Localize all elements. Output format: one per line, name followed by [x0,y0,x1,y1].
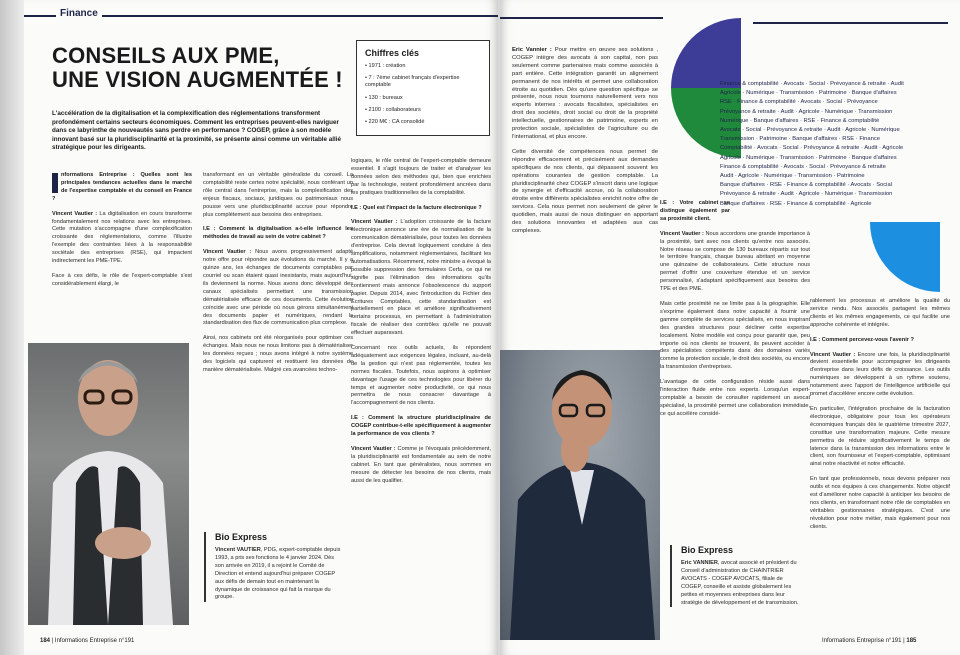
column-1 [512,47,658,243]
key-figure: • 2100 : collaborateurs [365,106,421,113]
paragraph: Ainsi, nos cabinets ont été réorganisés pour optimiser ces échanges. Mais nous ne nous limitons pas à dématérialiser les données reçues ; nous avons intégré à notre système des logiciels qui capturent et restituent les données de manière dématérialisée. Malgré ces avancées techno- [203,335,353,373]
portrait-eric-vannier [500,350,660,640]
page-footer-right: Informations Entreprise n°191 | 185 [822,638,917,644]
bio-text: Eric VANNIER, avocat associé et président du Conseil d'administration de CHAINTRIER AVOCATS - COGEP AVOCATS, filiale de COGEP, conseille et assiste globalement les petites et moyennes entreprises dans leur stratégie de développement et de transmission. [681,560,799,606]
column-2 [203,172,353,382]
paragraph: transformant en un véritable généraliste du conseil. La comptabilité reste certes notre spécialité, nous conférant un rôle central dans l'entreprise, mais la complexification des enjeux fiscaux, sociaux, juridiques ou patrimoniaux nous pousse vers une pluridisciplinarité accrue pour répondre plus complètement aux besoins des entreprises. [203,172,353,218]
title-line-1: CONSEILS AUX PME, [52,43,280,68]
left-margin [0,0,24,655]
question-3: I.E : Quel est l'impact de la facture électronique ? [351,204,482,211]
page-185 [500,0,960,655]
header-rule [753,22,948,24]
bio-title: Bio Express [681,545,734,555]
bio-express-vannier [670,545,800,607]
portrait-illustration [28,343,189,625]
bio-text: Vincent VAUTIER, PDG, expert-comptable depuis 1993, a pris ses fonctions le 4 janvier 2024. Dès son arrivée en 2019, il a rejoint le Comité de Direction et entend aujourd'hui préparer COGEP aux défis de demain tout en maintenant la dynamique de croissance qui fait la marque du groupe. [215,547,341,601]
column-2 [660,200,810,426]
bio-express-vautier [204,532,342,602]
key-figure: • 7 : 7ème cabinet français d'expertise comptable [365,75,460,89]
article-title [52,44,372,92]
answer-4: Vincent Vautier : Comme je l'évoquais précédemment, la pluridisciplinarité est fondamentale au sein de notre cabinet. En tant que généralistes, nous sommes en mesure de détecter les besoins de nos clients, mais aussi de les qualifier. [351,446,491,484]
paragraph: En tant que professionnels, nous devons préparer nos outils et nos équipes à ces changements. Notre objectif est d'améliorer notre capacité à anticiper les besoins de nos clients, en transformant notre rôle de comptables en véritables gestionnaires stratégiques. C'est une révolution pour notre métier, mais également pour nos clients. [810,476,950,530]
answer-2: Vincent Vautier : Nous avons progressivement adapté notre offre pour répondre aux évolutions du marché. Il y a quinze ans, les échanges de documents comptables par courriel ou scan étaient quasi inexistants, mais aujourd'hui, ils deviennent la norme. Nous avons donc développé des canaux spécialisés permettant une transmission dématérialisée efficace de ces documents. Cette évolution coïncide avec une période où nous gérons simultanément des documents papier et numériques, rendant la standardisation des flux de communication plus complexe. [203,249,353,327]
question-2: I.E : Comment la digitalisation a-t-elle influencé les méthodes de travail au sein de votre cabinet ? [203,226,353,241]
column-3 [810,298,950,539]
paragraph: Face à ces défis, le rôle de l'expert-comptable s'est considérablement élargi, le [52,272,192,287]
page-footer-left: 184 | Informations Entreprise n°191 [40,638,135,644]
key-figures-box [356,40,490,136]
bio-title: Bio Express [215,532,268,542]
question-4: I.E : Comment la structure pluridisciplinaire de COGEP contribue-t-elle spécifiquement à augmenter la performance de vos clients ? [351,415,491,438]
lead-paragraph: L'accélération de la digitalisation et la complexification des réglementations transforment profondément certains secteurs économiques. Comment les entreprises peuvent-elles naviguer dans ce labyrinthe de nouveautés sans perdre en performance ? COGEP, grâce à son modèle innovant basé sur la pluridisciplinarité et la proximité, se présente ainsi comme un véritable allié stratégique pour les dirigeants. [52,110,342,152]
portrait-vincent-vautier [28,343,189,625]
column-3 [351,158,491,493]
portrait-illustration [500,350,660,640]
key-figure: • 220 M€ : CA consolidé [365,119,425,126]
page-184 [24,0,498,655]
page-number: 184 [40,638,51,644]
drop-cap [52,173,58,193]
key-figure: • 130 : bureaux [365,94,403,101]
question-1: nformations Entreprise : Quelles sont les principales tendances actuelles dans le marché de l'expertise comptable et du conseil en France ? [52,172,192,202]
key-figure: • 1971 : création [365,63,406,69]
paragraph: Mais cette proximité ne se limite pas à la géographie. Elle s'exprime également dans notre capacité à fournir une gamme complète de services spécialisés, en nous inspirant des grandes structures pour décliner cette expertise localement. Notre modèle est conçu pour garantir que, peu importe où nos clients se trouvent, ils peuvent accéder à des spécialistes compétents dans des domaines variés comme la protection sociale, le droit des sociétés, ou encore la transmission d'entreprises. [660,300,810,371]
question: I.E : Votre cabinet se distingue également par sa proximité client. [660,200,730,222]
answer-vannier: Eric Vannier : Pour mettre en œuvre ses solutions , COGEP intègre des avocats à son capital, non pas seulement comme partenaires mais comme associés à part entière. Cette intégration garantit un alignement permanent de nos intérêts et permet une collaboration étroite au quotidien. Dès qu'une question spécifique se présente, nous nous tournons naturellement vers nos experts internes : avocats fiscalistes, spécialistes en droit des sociétés, droit social ou droit de la propriété intellectuelle, gestionnaires de patrimoine, experts en protection sociale, spécialistes de l'agriculture ou de l'international, et plus encore. [512,47,658,140]
answer-1: Vincent Vautier : La digitalisation en cours transforme fondamentalement nos relations avec les entreprises. Cette mutation s'accompagne d'une complexification croissante des réglementations, comme l'illustre l'exemple des contraintes liées à la responsabilité sociétale des entreprises (RSE), qui impactent indirectement les PME-TPE. [52,210,192,265]
paragraph: L'avantage de cette configuration réside aussi dans l'interaction fluide entre nos experts. Lorsqu'un expert-comptable a besoin de consulter rapidement un avocat spécialisé, la proximité permet une collaboration immédiate, ce qui accélère considé- [660,379,810,417]
section-label: Finance [56,8,102,19]
paragraph: En particulier, l'intégration prochaine de la facturation électronique, obligatoire pour tous les opérateurs économiques français dès le quatrième trimestre 2027, constitue une transformation majeure. Cette mesure permettra de réduire significativement le temps de latence dans la transmission des informations entre le client, son fournisseur et l'expert-comptable, optimisant ainsi notre réactivité et notre efficacité. [810,405,950,468]
services-tag-cloud: Finance & comptabilité · Avocats · Social · Prévoyance & retraite · Audit Agricole · Numérique · Transmission · Patrimoine · Banque d'affaires RSE · Finance & comptabilité · Avocats · Social · Prévoyance Prévoyance & retraite · Audit · Agricole · Numérique · Transmission Numérique · Banque d'affaires · RSE · Finance & comptabilité Avocats · Social · Prévoyance & retraite · Audit · Agricole · Numérique Transmission · Patrimoine · Banque d'affaires · RSE · Finance Comptabilité · Avocats · Social · Prévoyance & retraite · Audit · Agricole Agricole · Numérique · Transmission · Patrimoine · Banque d'affaires Finance & comptabilité · Avocats · Social · Prévoyance & retraite Audit · Agricole · Numérique · Transmission · Patrimoine Banque d'affaires · RSE · Finance & comptabilité · Avocats · Social Prévoyance & retraite · Audit · Agricole · Numérique · Transmission Banque d'affaires · RSE · Finance & comptabilité · Agricole [720,81,904,207]
paragraph: rablement les processus et améliore la qualité du service rendu. Nos associés partagent les mêmes clients et les mêmes engagements, ce qui facilite une approche cohérente et intégrée. [810,298,950,328]
paragraph: logiques, le rôle central de l'expert-comptable demeure essentiel. Il s'agit toujours de traiter et d'analyser les données selon des méthodes qui, bien que enrichies par la technologie, restent profondément ancrées dans les pratiques traditionnelles de la comptabilité. [351,158,491,196]
answer: Vincent Vautier : Nous accordons une grande importance à la proximité, tant avec nos clients qu'entre nos associés. Notre réseau se compose de 130 bureaux répartis sur tout le territoire français, chaque bureau abritant en moyenne une quinzaine de collaborateurs. Cette structure nous permet d'offrir une couverture étendue et un service personnalisé, s'adaptant spécifiquement aux besoins des TPE et des PME. [660,230,810,293]
page-number: 185 [906,638,917,644]
purple-quarter [671,18,741,88]
answer: Vincent Vautier : Encore une fois, la pluridisciplinarité devient essentielle pour accompagner les dirigeants d'entreprise dans leurs défis de croissance. Les outils numériques se développent à un rythme soutenu, notamment avec l'apport de l'intelligence artificielle qui promet d'accélérer encore cette évolution. [810,351,950,398]
title-line-2: UNE VISION AUGMENTÉE ! [52,67,343,92]
paragraph: Cette diversité de compétences nous permet de répondre efficacement et précisément aux demandes spécifiques de nos clients, qui dépassent souvent les opérations courantes de gestion comptable. La pluridisciplinarité chez COGEP s'inscrit dans une logique de synergie et d'efficacité accrue, où la collaboration étroite entre différents spécialistes enrichit notre offre de services. Cela nous permet non seulement de gérer le quotidien, mais aussi de nous distinguer en apportant des solutions innovantes et adaptées aux cas complexes. [512,148,658,234]
paragraph: Concernant nos outils actuels, ils répondent adéquatement aux exigences légales, incluant, au-delà de la gestion qui n'est pas réglementée, toutes les normes fiscales. Toutefois, nous aspirons à optimiser davantage l'usage de ces technologies pour libérer du temps et augmenter notre productivité, ce qui nous permettra de nous consacrer davantage à l'accompagnement de nos clients. [351,345,491,407]
question: I.E : Comment percevez-vous l'avenir ? [810,336,914,343]
column-1 [52,172,192,296]
key-figures-title: Chiffres clés [365,48,420,58]
blue-quarter-graphic [870,222,940,292]
answer-3: Vincent Vautier : L'adoption croissante de la facture électronique annonce une ère de normalisation de la communication dématérialisée, pour toutes les données d'entreprise. Cela devrait logiquement conduire à des simplifications, notamment réglementaires, facilitant les automatisations. Récemment, notre ministre a évoqué la possible suppression des formulaires Cerfa, ce qui ne signifie pas l'élimination des informations qu'ils contiennent mais annonce l'obsolescence du support papier. Depuis 2014, avec l'introduction du Fichier des Écritures Comptables, cette standardisation est partiellement en place et améliore significativement certains processus, en permettant à l'administration fiscale de réaliser des contrôles qu'elle ne pouvait effectuer auparavant. [351,219,491,337]
header-rule [500,17,663,19]
